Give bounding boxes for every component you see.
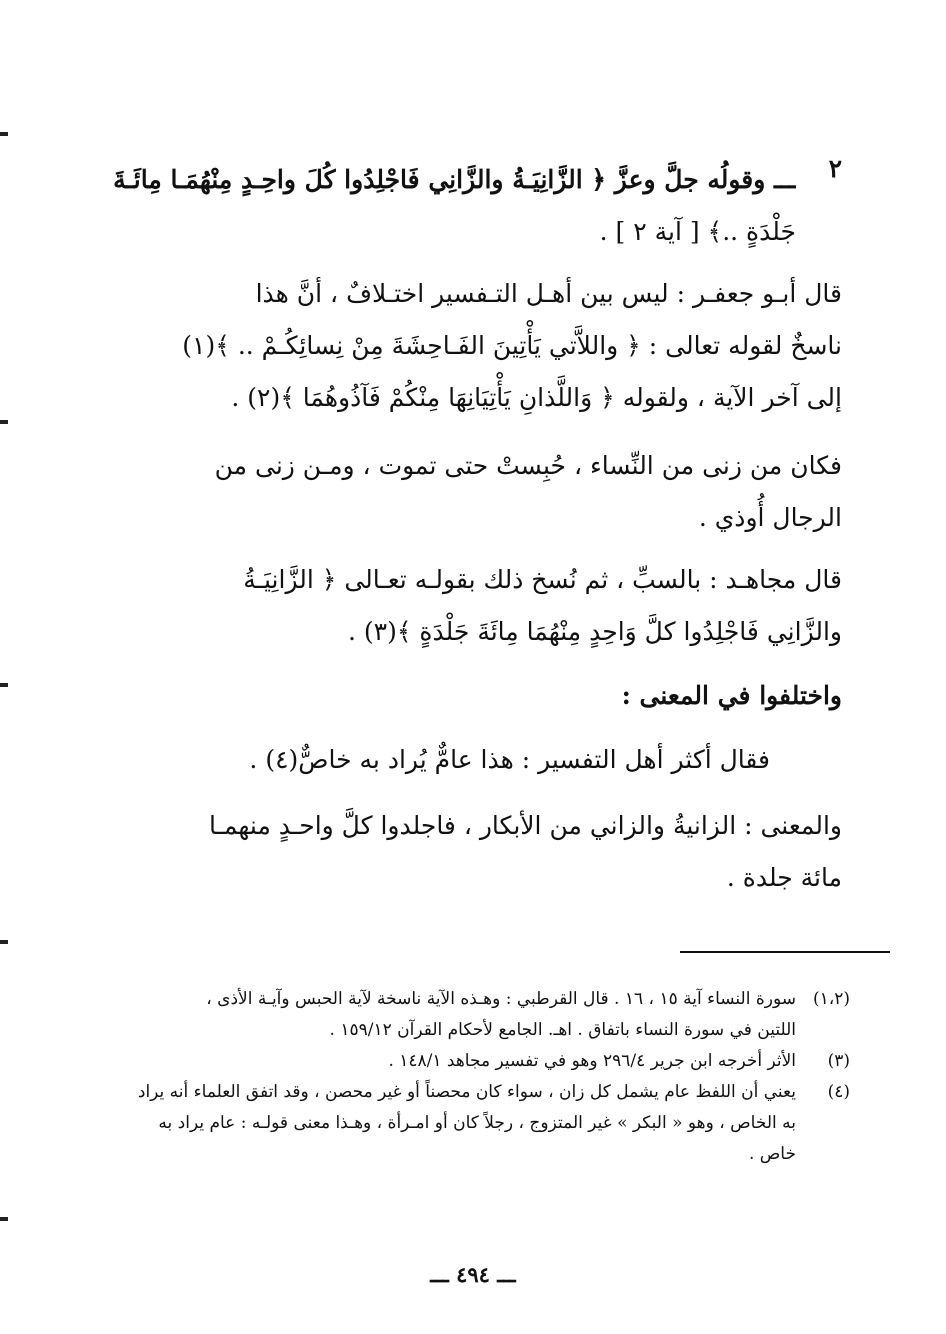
footnote-text: به الخاص ، وهو « البكر » غير المتزوج ، رجلاً كان أو امـرأة ، وهـذا معنى قولـه : عام يراد به: [158, 1113, 796, 1133]
paragraph-meaning: [96, 800, 842, 904]
verse-heading: [96, 154, 796, 258]
text-line: فقال أكثر أهل التفسير : هذا عامٌّ يُراد به خاصٌّ(٤) .: [249, 745, 770, 774]
text-line: قال أبـو جعفـر : ليس بين أهـل التـفسير اختـلافٌ ، أنَّ هذا: [255, 279, 842, 308]
paragraph-abu-jafar: [96, 268, 842, 424]
text-line: فكان من زنى من النِّساء ، حُبِستْ حتى تموت ، ومـن زنى من: [214, 451, 842, 480]
margin-mark: [0, 132, 8, 136]
verse-line: ـــ وقولُه جلَّ وعزَّ ﴿ الزَّانِيَـةُ والزَّانِي فَاجْلِدُوا كُلَ واحِـدٍ مِنْهُمَـا مِائَـةَ: [113, 165, 796, 194]
footnote-text: اللتين في سورة النساء باتفاق . اهـ. الجامع لأحكام القرآن ١٥٩/١٢ .: [329, 1020, 796, 1040]
footnote-tag: (٤): [827, 1082, 850, 1102]
text-line: ناسخٌ لقوله تعالى : ﴿ واللاَّتي يَأْتِينَ الفَـاحِشَةَ مِنْ نِسائِكُـمْ .. ﴾(١): [182, 331, 842, 360]
footnote-1-2-cont: [100, 1015, 850, 1046]
section-heading: [96, 670, 842, 722]
paragraph-mujahid: [96, 554, 842, 658]
margin-mark: [0, 1217, 8, 1221]
margin-mark: [0, 940, 8, 944]
paragraph-majority: [170, 734, 770, 786]
footnote-4-cont: [100, 1108, 850, 1139]
verse-line: جَلْدَةٍ ..﴾ [ آية ٢ ] .: [599, 217, 796, 246]
margin-mark: [0, 683, 8, 687]
margin-mark: [0, 420, 8, 424]
text-line: مائة جلدة .: [726, 863, 842, 892]
footnote-4: [100, 1077, 850, 1108]
text-line: واختلفوا في المعنى :: [621, 681, 842, 710]
text-line: والزَّانِي فَاجْلِدُوا كلَّ وَاحِدٍ مِنْهُمَا مِائَةَ جَلْدَةٍ ﴾(٣) .: [347, 617, 842, 646]
footnote-tag: (١،٢): [812, 989, 850, 1009]
footnote-3: [100, 1046, 850, 1077]
text-line: قال مجاهـد : بالسبِّ ، ثم نُسخ ذلك بقولـه تعـالى ﴿ الزَّانِيَـةُ: [243, 565, 842, 594]
page-number: ـــ ٤٩٤ ـــ: [430, 1262, 516, 1287]
footnote-1-2: [100, 984, 850, 1015]
footnotes: [100, 984, 850, 1170]
footnote-text: خاص .: [748, 1144, 796, 1164]
text-line: إلى آخر الآية ، ولقوله ﴿ وَاللَّذانِ يَأْتِيَانِهَا مِنْكُمْ فَآذُوهُمَا ﴾(٢) .: [231, 383, 842, 412]
text-line: الرجال أُوذي .: [698, 503, 842, 532]
text-line: والمعنى : الزانيةُ والزاني من الأبكار ، فاجلدوا كلَّ واحـدٍ منهمـا: [209, 811, 842, 840]
item-number: ٢: [828, 154, 842, 183]
paragraph-ruling: [96, 440, 842, 544]
footnote-4-cont: [100, 1139, 850, 1170]
footnote-rule: [680, 951, 890, 953]
footnote-text: الأثر أخرجه ابن جرير ٢٩٦/٤ وهو في تفسير مجاهد ١٤٨/١ .: [388, 1051, 796, 1071]
footnote-tag: (٣): [827, 1051, 850, 1071]
footnote-text: يعني أن اللفظ عام يشمل كل زان ، سواء كان محصناً أو غير محصن ، وقد اتفق العلماء أنه يراد: [137, 1082, 796, 1102]
footnote-text: سورة النساء آية ١٥ ، ١٦ . قال القرطبي : وهـذه الآية ناسخة لآية الحبس وآيـة الأذى ،: [206, 989, 796, 1009]
